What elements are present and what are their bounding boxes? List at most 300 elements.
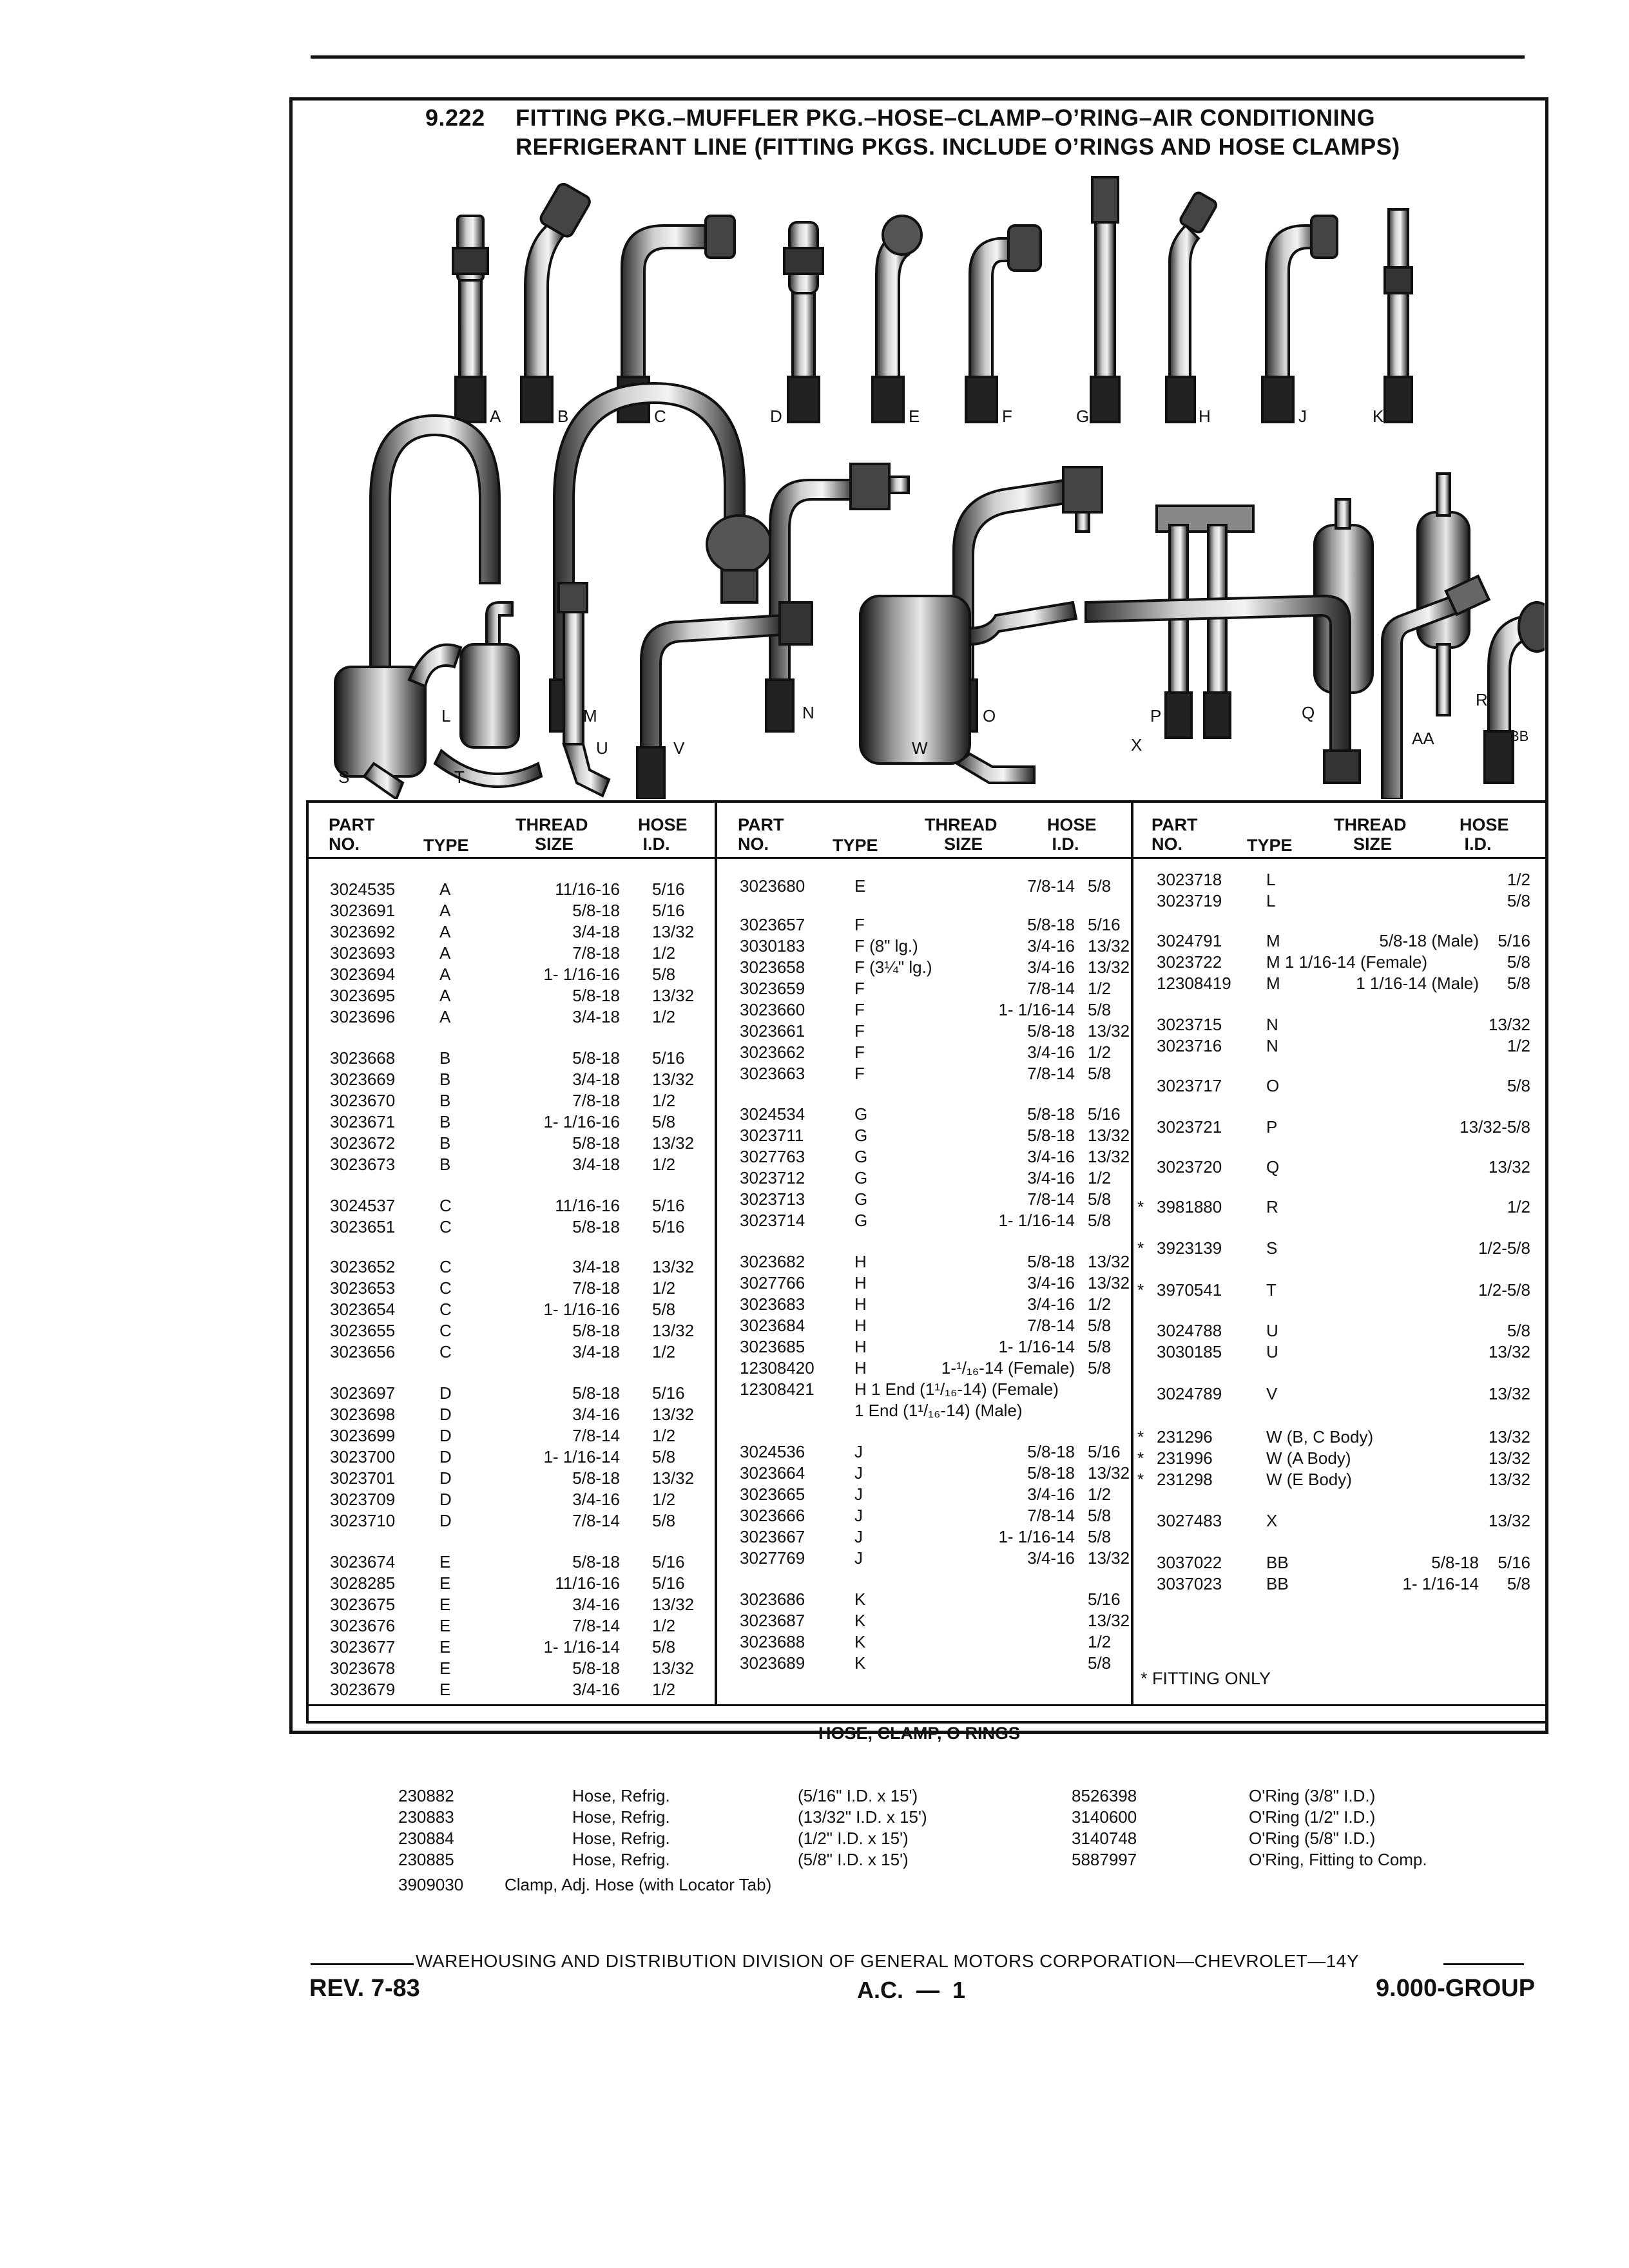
label-m: M: [583, 706, 597, 726]
hose-id: 13/32: [652, 1405, 695, 1424]
part-number: 3023673: [330, 1155, 396, 1174]
type: E: [439, 1595, 451, 1614]
part-number: 3023688: [740, 1632, 805, 1651]
hose-id: 5/16: [1088, 915, 1121, 934]
table-row: [1137, 1511, 1543, 1530]
type: T: [1266, 1280, 1277, 1300]
hose-id: 13/32: [1488, 1470, 1530, 1489]
group-label: 9.000-GROUP: [1376, 1975, 1536, 2002]
part-number: 3023667: [740, 1527, 805, 1546]
thread-size: 3/4-18: [572, 1155, 620, 1174]
table-row: [330, 901, 710, 920]
type: J: [854, 1527, 863, 1546]
hose-id: 5/8: [652, 1637, 676, 1657]
hose-desc: Hose, Refrig.: [572, 1829, 670, 1848]
label-k: K: [1373, 407, 1384, 426]
part-number: 3023683: [740, 1294, 805, 1314]
hose-id: 13/32: [652, 1468, 695, 1488]
type: H: [854, 1252, 867, 1271]
table-row: [740, 1168, 1126, 1187]
hose-id: 13/32: [652, 1321, 695, 1340]
thread-size: 1- 1/16-16: [543, 965, 620, 984]
type: N: [1266, 1036, 1278, 1055]
type: J: [854, 1506, 863, 1525]
type: F: [854, 1043, 865, 1062]
table-row: [330, 943, 710, 963]
type: BB: [1266, 1553, 1289, 1572]
table-row: [330, 965, 710, 984]
hose-id: 13/32: [652, 1070, 695, 1089]
hose-id: 5/8: [1507, 952, 1530, 972]
table-row: [1137, 1574, 1543, 1593]
hose-section-title: HOSE, CLAMP, O RINGS: [818, 1724, 1021, 1743]
table-row: [1137, 974, 1543, 993]
table-row: [1137, 1448, 1543, 1468]
part-number: 3023679: [330, 1680, 396, 1699]
page-number: A.C. — 1: [857, 1977, 966, 2003]
thread-size: 5/8-18: [572, 1552, 620, 1571]
part-number: 3024536: [740, 1442, 805, 1461]
thread-size: 3/4-18: [572, 1007, 620, 1026]
type: C: [439, 1257, 452, 1276]
table-row: [1137, 1197, 1543, 1216]
thread-size: 3/4-18: [572, 1257, 620, 1276]
hose-id: 5/8: [1088, 1189, 1112, 1209]
table-row: [740, 936, 1130, 956]
table-row: [740, 1358, 1126, 1378]
part-number: 3023665: [740, 1485, 805, 1504]
hose-id: 5/8: [652, 1447, 676, 1466]
part-number: 3023669: [330, 1070, 396, 1089]
table-row: [740, 1252, 1130, 1271]
part-number: 3023676: [330, 1616, 396, 1635]
table-row: [740, 915, 1126, 934]
part-number: 3024534: [740, 1104, 805, 1124]
part-number: 231996: [1157, 1448, 1213, 1468]
part-number: 3023714: [740, 1211, 805, 1230]
table-row: [330, 1300, 710, 1319]
column-divider-1: [715, 800, 717, 1706]
thread-size: 3/4-16: [1027, 1147, 1075, 1166]
type: E: [439, 1658, 451, 1678]
thread-size: 7/8-14: [1027, 979, 1075, 998]
table-row: [740, 1294, 1126, 1314]
fitting-k: [1385, 209, 1412, 422]
hose-part: 230885: [398, 1850, 454, 1869]
table-row: [1137, 891, 1543, 910]
hose-id: 5/8: [652, 1112, 676, 1131]
hose-id: 1/2: [652, 943, 676, 963]
col-1-thread-header: THREAD SIZE: [925, 815, 998, 854]
footer-rule-right: [1443, 1963, 1524, 1965]
part-number: 3023675: [330, 1595, 396, 1614]
table-row: [1137, 1553, 1543, 1572]
thread-size: 3/4-16: [1027, 1548, 1075, 1568]
part-number: 3023722: [1157, 952, 1222, 972]
table-row: [330, 1595, 710, 1614]
thread-size: 7/8-14: [1027, 1189, 1075, 1209]
type: G: [854, 1211, 868, 1230]
table-row: [740, 1126, 1130, 1145]
top-rule: [311, 55, 1525, 59]
table-row: [330, 879, 710, 899]
col-1-part-header: PART NO.: [738, 815, 784, 854]
part-number: 231296: [1157, 1427, 1213, 1446]
label-f: F: [1002, 407, 1012, 426]
table-row: [740, 1104, 1126, 1124]
type: B: [439, 1112, 451, 1131]
label-j: J: [1298, 407, 1307, 426]
part-number: 3037022: [1157, 1553, 1222, 1572]
type: A: [439, 986, 451, 1005]
hose-id: 5/16: [652, 1552, 685, 1571]
column-divider-2: [1131, 800, 1133, 1706]
part-number: 3023718: [1157, 870, 1222, 889]
table-row: [330, 1468, 710, 1488]
thread-size: 5/8-18: [572, 1217, 620, 1236]
hose-id: 1/2: [1088, 1485, 1112, 1504]
table-row: [330, 1680, 710, 1699]
hose-id: 1/2: [1088, 979, 1112, 998]
type: H: [854, 1294, 867, 1314]
hose-id: 13/32: [1088, 1021, 1130, 1041]
hose-id: 13/32: [652, 1595, 695, 1614]
part-number: 3023698: [330, 1405, 396, 1424]
fitting-only-marker: *: [1137, 1197, 1144, 1216]
hose-id: 5/16: [1498, 931, 1530, 950]
type: U: [1266, 1342, 1278, 1361]
fitting-b: [521, 182, 592, 422]
part-number: 3023666: [740, 1506, 805, 1525]
table-row: [1137, 1280, 1543, 1300]
hose-size: (5/16" I.D. x 15'): [798, 1786, 918, 1805]
type: D: [439, 1383, 452, 1403]
type: F: [854, 915, 865, 934]
table-row: [740, 979, 1126, 998]
thread-size: 3/4-16: [572, 1680, 620, 1699]
part-number: 3023674: [330, 1552, 396, 1571]
thread-size: 5/8-18: [572, 1048, 620, 1068]
hose-id: 5/8: [652, 1511, 676, 1530]
hose-id: 13/32-5/8: [1460, 1117, 1530, 1137]
thread-size: 5/8-18: [572, 1658, 620, 1678]
table-row: [740, 1611, 1130, 1630]
hose-id: 1/2: [652, 1091, 676, 1110]
part-number: 3023677: [330, 1637, 396, 1657]
thread-size: 5/8-18: [1027, 915, 1075, 934]
hose-id: 13/32: [1088, 936, 1130, 956]
label-l: L: [441, 706, 451, 726]
type: U: [1266, 1321, 1278, 1340]
type: E: [439, 1552, 451, 1571]
hose-id: 13/32: [1488, 1427, 1530, 1446]
hose-id: 1/2: [1088, 1168, 1112, 1187]
part-number: 3028285: [330, 1573, 396, 1593]
part-number: 3023652: [330, 1257, 396, 1276]
col-2-type-header: TYPE: [1247, 836, 1293, 855]
thread-size: 1- 1/16-14: [543, 1637, 620, 1657]
thread-size: 5/8-18: [1027, 1021, 1075, 1041]
thread-size: 5/8-18: [572, 1468, 620, 1488]
table-row: [330, 1070, 710, 1089]
hose-id: 13/32: [1088, 1147, 1130, 1166]
table-row: [330, 1552, 710, 1571]
type: C: [439, 1321, 452, 1340]
type: C: [439, 1217, 452, 1236]
thread-size: 1- 1/16-16: [543, 1300, 620, 1319]
accumulator-t: [435, 602, 541, 787]
hose-row: [398, 1829, 1494, 1848]
type: A: [439, 965, 451, 984]
table-row: [1137, 1238, 1543, 1258]
hose-id: 5/16: [1498, 1553, 1530, 1572]
table-row: [740, 1000, 1126, 1019]
hose-id: 5/8: [1088, 1506, 1112, 1525]
part-number: 3037023: [1157, 1574, 1222, 1593]
label-g: G: [1076, 407, 1090, 426]
fitting-only-marker: *: [1137, 1470, 1144, 1489]
type: W (A Body): [1266, 1448, 1351, 1468]
thread-size: 3/4-18: [572, 922, 620, 941]
table-row: [740, 876, 1126, 896]
label-t: T: [454, 767, 465, 787]
hose-id: 5/16: [652, 879, 685, 899]
part-number: 3024537: [330, 1196, 396, 1215]
fitting-f: [966, 226, 1041, 422]
part-number: 12308419: [1157, 974, 1231, 993]
part-number: 3023655: [330, 1321, 396, 1340]
hose-id: 13/32: [1088, 1252, 1130, 1271]
thread-size: 3/4-18: [572, 1070, 620, 1089]
table-row: [740, 1401, 1126, 1420]
title-line-1: FITTING PKG.–MUFFLER PKG.–HOSE–CLAMP–O’RING–AIR CONDITIONING: [516, 104, 1376, 131]
hose-id: 13/32: [1488, 1511, 1530, 1530]
hose-part: 230882: [398, 1786, 454, 1805]
hose-id: 13/32: [1088, 957, 1130, 977]
table-row: [1137, 952, 1543, 972]
thread-size: 5/8-18 (Male): [1379, 931, 1479, 950]
type: K: [854, 1632, 866, 1651]
hose-id: 5/8: [1088, 876, 1112, 896]
label-a: A: [490, 407, 501, 426]
thread-size: 7/8-18: [572, 1091, 620, 1110]
table-row: [740, 1506, 1126, 1525]
hose-desc: Hose, Refrig.: [572, 1786, 670, 1805]
part-number: 3023682: [740, 1252, 805, 1271]
table-row: [330, 1616, 710, 1635]
label-u: U: [596, 738, 608, 758]
table-row: [1137, 1076, 1543, 1095]
hose-id: 13/32: [1488, 1015, 1530, 1034]
type: D: [439, 1490, 452, 1509]
type: G: [854, 1126, 868, 1145]
thread-size: 5/8-18: [1027, 1252, 1075, 1271]
type: N: [1266, 1015, 1278, 1034]
table-row: [330, 1490, 710, 1509]
thread-size: 7/8-14: [572, 1616, 620, 1635]
type: G: [854, 1147, 868, 1166]
hose-id: 5/8: [1088, 1653, 1112, 1673]
type: C: [439, 1300, 452, 1319]
part-number: 3024791: [1157, 931, 1222, 950]
fitting-g: [1091, 177, 1119, 422]
table-row: [740, 1632, 1126, 1651]
hose-id: 1/2: [1507, 1197, 1530, 1216]
label-b: B: [557, 407, 569, 426]
table-row: [740, 1548, 1130, 1568]
col-2-part-header: PART NO.: [1152, 815, 1198, 854]
part-number: 3023695: [330, 986, 396, 1005]
fitting-j: [1262, 216, 1337, 422]
oring-desc: O'Ring (1/2" I.D.): [1249, 1807, 1376, 1827]
oring-desc: O'Ring, Fitting to Comp.: [1249, 1850, 1427, 1869]
type: K: [854, 1611, 866, 1630]
hose-id: 1/2: [1088, 1294, 1112, 1314]
thread-size: 1- 1/16-14: [998, 1211, 1075, 1230]
part-number: 3023693: [330, 943, 396, 963]
type: A: [439, 879, 451, 899]
part-number: 3023654: [330, 1300, 396, 1319]
part-number: 3023657: [740, 915, 805, 934]
thread-size: 5/8-18: [1027, 1104, 1075, 1124]
table-row: [740, 1064, 1126, 1083]
table-row: [740, 1485, 1126, 1504]
hose-id: 1/2: [652, 1426, 676, 1445]
part-number: 3970541: [1157, 1280, 1222, 1300]
label-c: C: [654, 407, 666, 426]
part-number: 3023717: [1157, 1076, 1222, 1095]
hose-id: 5/16: [652, 1383, 685, 1403]
part-number: 3023670: [330, 1091, 396, 1110]
table-row: [740, 1463, 1130, 1483]
hose-id: 13/32: [652, 1133, 695, 1153]
fitting-bb: [1485, 602, 1545, 783]
hose-id: 1/2-5/8: [1478, 1238, 1530, 1258]
part-number: 3027769: [740, 1548, 805, 1568]
hose-id: 5/16: [652, 1196, 685, 1215]
type: D: [439, 1426, 452, 1445]
thread-size: 5/8-18: [572, 1321, 620, 1340]
type: G: [854, 1168, 868, 1187]
hose-id: 13/32: [1088, 1126, 1130, 1145]
thread-size: 7/8-14: [1027, 876, 1075, 896]
table-row: [330, 986, 710, 1005]
type: C: [439, 1342, 452, 1361]
hose-id: 5/8: [1088, 1000, 1112, 1019]
label-h: H: [1199, 407, 1211, 426]
type: H: [854, 1358, 867, 1378]
hose-row: [398, 1807, 1494, 1827]
thread-size: 5/8-18: [1027, 1463, 1075, 1483]
hose-id: 5/8: [1088, 1211, 1112, 1230]
type: D: [439, 1468, 452, 1488]
part-number: 3023684: [740, 1316, 805, 1335]
hose-id: 1/2-5/8: [1478, 1280, 1530, 1300]
type: G: [854, 1104, 868, 1124]
type: E: [439, 1680, 451, 1699]
type: B: [439, 1048, 451, 1068]
part-number: 3024788: [1157, 1321, 1222, 1340]
table-row: [740, 957, 1130, 977]
hose-id: 13/32: [1088, 1611, 1130, 1630]
hose-id: 5/8: [1507, 1076, 1530, 1095]
part-number: 3027763: [740, 1147, 805, 1166]
type: S: [1266, 1238, 1278, 1258]
label-n: N: [802, 703, 815, 722]
table-row: [330, 922, 710, 941]
part-number: 3023659: [740, 979, 805, 998]
thread-size: 3/4-16: [1027, 1168, 1075, 1187]
type: L: [1266, 870, 1276, 889]
table-row: [740, 1379, 1126, 1399]
table-row: [1137, 1157, 1543, 1177]
thread-size: 5/8-18: [1027, 1442, 1075, 1461]
hose-id: 1/2: [1088, 1043, 1112, 1062]
hose-id: 1/2: [1088, 1632, 1112, 1651]
hose-part: 230884: [398, 1829, 454, 1848]
table-row: [330, 1278, 710, 1298]
type: C: [439, 1278, 452, 1298]
type: C: [439, 1196, 452, 1215]
type: K: [854, 1653, 866, 1673]
part-number: 3023680: [740, 876, 805, 896]
thread-size: 3/4-16: [572, 1490, 620, 1509]
type: F (3¼" lg.): [854, 957, 932, 977]
thread-size: 1-¹/₁₆-14 (Female): [941, 1358, 1075, 1378]
table-row: [330, 1405, 710, 1424]
table-row: [740, 1316, 1126, 1335]
table-row: [1137, 1470, 1543, 1489]
table-row: [330, 1637, 710, 1657]
table-row: [330, 1573, 710, 1593]
hose-id: 5/16: [652, 901, 685, 920]
table-row: [330, 1196, 710, 1215]
label-e: E: [909, 407, 920, 426]
part-number: 3023653: [330, 1278, 396, 1298]
type: M 1 1/16-14 (Female): [1266, 952, 1427, 972]
type: J: [854, 1485, 863, 1504]
fitting-u: [559, 583, 609, 796]
part-number: 3023719: [1157, 891, 1222, 910]
table-row: [330, 1257, 710, 1276]
hose-id: 13/32: [1488, 1384, 1530, 1403]
part-number: 3023651: [330, 1217, 396, 1236]
title-line-2: REFRIGERANT LINE (FITTING PKGS. INCLUDE O’RINGS AND HOSE CLAMPS): [516, 133, 1400, 160]
type: F: [854, 979, 865, 998]
header-rule: [306, 857, 1548, 859]
type: X: [1266, 1511, 1278, 1530]
thread-size: 1- 1/16-14: [998, 1527, 1075, 1546]
fittings-illustration: [293, 164, 1545, 799]
thread-size: 3/4-16: [572, 1405, 620, 1424]
part-number: 3023689: [740, 1653, 805, 1673]
type: A: [439, 922, 451, 941]
type: Q: [1266, 1157, 1280, 1177]
part-number: 3023685: [740, 1337, 805, 1356]
table-row: [1137, 1117, 1543, 1137]
hose-id: 5/8: [1088, 1527, 1112, 1546]
col-1-type-header: TYPE: [833, 836, 878, 855]
table-row: [330, 1658, 710, 1678]
hose-id: 5/8: [1088, 1316, 1112, 1335]
label-p: P: [1150, 706, 1162, 726]
hose-id: 1/2: [652, 1680, 676, 1699]
fitting-aa: [1382, 576, 1489, 799]
table-row: [740, 1189, 1126, 1209]
table-row: [330, 1342, 710, 1361]
page-title: [425, 103, 1400, 161]
thread-size: 5/8-18: [572, 901, 620, 920]
